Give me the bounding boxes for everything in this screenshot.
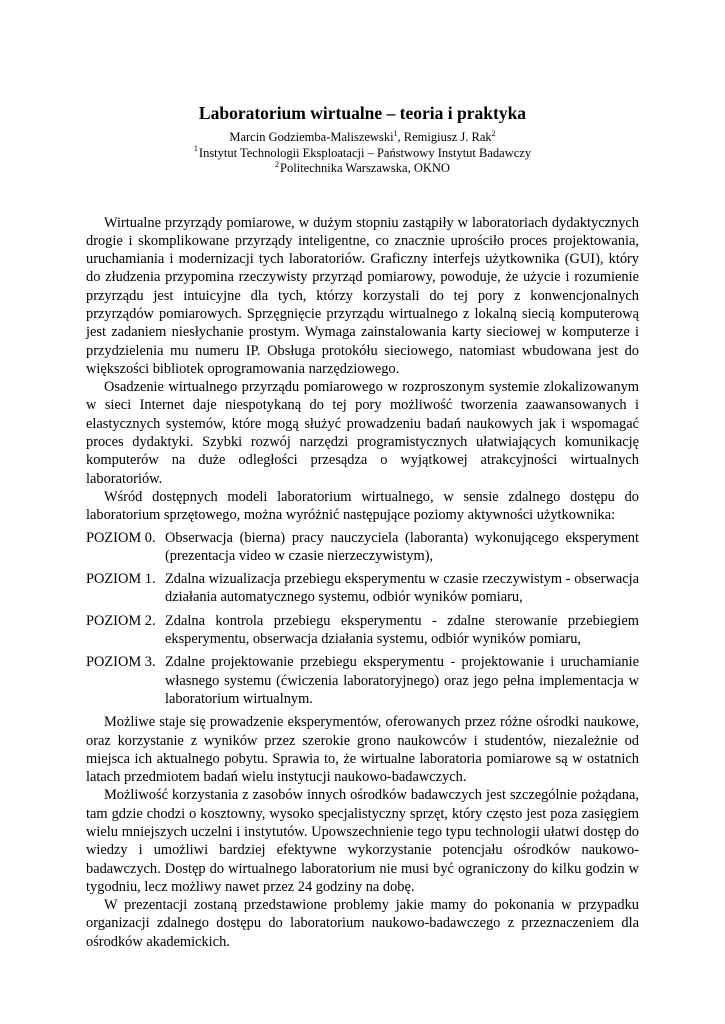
level-item-0	[86, 529, 639, 566]
paper-title: Laboratorium wirtualne – teoria i praktyka	[198, 103, 527, 123]
paper-body	[86, 214, 639, 952]
body-paragraph: Wśród dostępnych modeli laboratorium wirtualnego, w sensie zdalnego dostępu do laboratorium sprzętowego, można wyróżnić następujące poziomy aktywności użytkownika:	[86, 488, 639, 524]
body-paragraph: W prezentacji zostaną przedstawione problemy jakie mamy do pokonania w przypadku organizacji zdalnego dostępu do laboratorium naukowo-badawczego z przeznaczeniem dla ośrodków akademickich.	[86, 897, 639, 950]
activity-levels-list	[86, 529, 639, 709]
affiliation-text: Politechnika Warszawska, OKNO	[280, 161, 450, 175]
author-affiliation-mark-1: 1	[393, 128, 398, 138]
level-description: Zdalna kontrola przebiegu eksperymentu - zdalne sterowanie przebiegiem eksperymentu, obserwacja działania systemu, odbiór wyników pomiaru,	[165, 612, 639, 648]
level-description: Obserwacja (bierna) pracy nauczyciela (laboranta) wykonującego eksperyment (prezentacja video w czasie nierzeczywistym),	[165, 529, 639, 564]
level-description: Zdalne projektowanie przebiegu eksperymentu - projektowanie i uruchamianie własnego systemu (ćwiczenia laboratoryjnego) oraz jego pełna implementacja w laboratorium wirtualnym.	[165, 654, 639, 707]
affiliation-2	[86, 161, 639, 177]
author-line	[86, 130, 639, 146]
affiliation-mark: 1	[193, 144, 198, 154]
level-item-2	[86, 612, 639, 649]
level-label: POZIOM 0.	[86, 529, 156, 546]
level-label: POZIOM 1.	[86, 571, 156, 588]
authors-block	[86, 130, 639, 177]
level-label: POZIOM 3.	[86, 654, 156, 671]
affiliation-text: Instytut Technologii Eksploatacji – Państwowy Instytut Badawczy	[198, 145, 532, 160]
author-names: Marcin Godziemba-Maliszewski	[229, 130, 394, 144]
body-paragraph: Wirtualne przyrządy pomiarowe, w dużym stopniu zastąpiły w laboratoriach dydaktycznych drogie i skomplikowane przyrządy inteligentne, co znacznie uprościło proces projektowania, uruchamiania i modernizacji tych laboratoriów. Graficzny interfejs użytkownika (GUI), który do złudzenia przypomina rzeczywisty przyrząd pomiarowy, powoduje, że użycie i rozumienie przyrządu jest intuicyjne dla tych, którzy korzystali do tej pory z konwencjonalnych przyrządów pomiarowych. Sprzęgnięcie przyrządu wirtualnego z lokalną siecią komputerową jest zadaniem niesłychanie prostym. Wymaga zainstalowania karty sieciowej w komputerze i przydzielenia mu numeru IP. Obsługa protokółu sieciowego, natomiast wbudowana jest do większości bibliotek oprogramowania narzędziowego.	[86, 214, 639, 377]
body-paragraph: Możliwość korzystania z zasobów innych ośrodków badawczych jest szczególnie pożądana, tam gdzie chodzi o kosztowny, wysoko specjalistyczny sprzęt, który często jest poza zasięgiem wielu mniejszych uczelni i instytutów. Upowszechnienie tego typu technologii ułatwi dostęp do wiedzy i umożliwi bardziej efektywne wykorzystanie potencjału ośrodków naukowo-badawczych. Dostęp do wirtualnego laboratorium nie musi być ograniczony do kilku godzin w tygodniu, lecz możliwy nawet przez 24 godziny na dobę.	[86, 787, 639, 895]
level-item-1	[86, 570, 639, 607]
author-separator: , Remigiusz J. Rak	[397, 130, 492, 144]
affiliation-1	[86, 146, 639, 162]
level-item-3	[86, 653, 639, 708]
author-affiliation-mark-2: 2	[491, 128, 496, 138]
closing-section	[86, 713, 639, 951]
level-label: POZIOM 2.	[86, 612, 156, 629]
affiliation-mark: 2	[275, 159, 280, 169]
body-paragraph: Osadzenie wirtualnego przyrządu pomiarowego w rozproszonym systemie zlokalizowanym w sieci Internet daje niespotykaną do tej pory możliwość tworzenia zaawansowanych i elastycznych systemów, które mogą służyć prowadzeniu badań naukowych jak i wspomagać proces dydaktyki. Szybki rozwój narzędzi programistycznych ułatwiających komunikację komputerów na duże odległości przesądza o wyjątkowej atrakcyjności wirtualnych laboratoriów.	[86, 379, 639, 487]
level-description: Zdalna wizualizacja przebiegu eksperymentu w czasie rzeczywistym - obserwacja działania automatycznego systemu, odbiór wyników pomiaru,	[165, 571, 639, 606]
body-paragraph: Możliwe staje się prowadzenie eksperymentów, oferowanych przez różne ośrodki naukowe, oraz korzystanie z wyników przez szerokie grono naukowców i studentów, niezależnie od miejsca ich aktualnego pobytu. Sprawia to, że wirtualne laboratoria pomiarowe są w ostatnich latach przedmiotem badań wielu instytucji naukowo-badawczych.	[86, 714, 639, 786]
